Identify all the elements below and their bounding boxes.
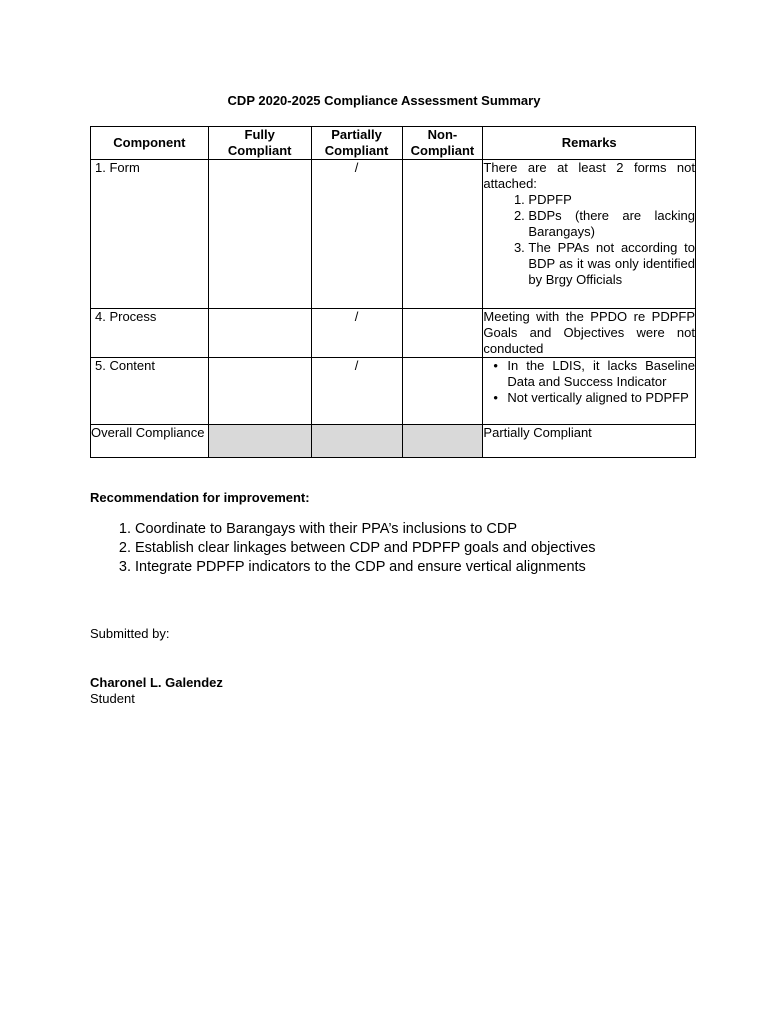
shaded-cell (402, 425, 483, 458)
document-title: CDP 2020-2025 Compliance Assessment Summary (227, 93, 541, 108)
shaded-cell (208, 425, 311, 458)
compliance-assessment-table (90, 126, 696, 458)
list-item (495, 358, 695, 390)
header-fully-compliant (208, 127, 311, 160)
list-item: 1. PDPFP (528, 192, 695, 208)
header-non-line2: Compliant (410, 143, 475, 158)
component-label: 4. Process (95, 309, 157, 324)
list-item: 3. Integrate PDPFP indicators to the CDP and ensure vertical alignments (135, 558, 596, 577)
list-item: 2. Establish clear linkages between CDP and PDPFP goals and objectives (135, 539, 596, 558)
partially-compliant-cell: / (311, 358, 402, 425)
remarks-bullet-list (483, 358, 695, 406)
remarks-intro: There are at least 2 forms not attached: (483, 160, 695, 191)
table-row (91, 309, 696, 358)
header-component: Component (91, 127, 209, 160)
overall-label-cell: Overall Compliance (91, 425, 209, 458)
table-row-overall (91, 425, 696, 458)
signer-role: Student (90, 691, 135, 706)
header-fully-line1: Fully (244, 127, 275, 142)
list-item (495, 390, 695, 406)
partially-compliant-cell: / (311, 309, 402, 358)
remarks-list (483, 192, 695, 288)
remarks-cell: Meeting with the PPDO re PDPFP Goals and Objectives were not conducted (483, 309, 695, 356)
header-non-compliant (402, 127, 483, 160)
remarks-cell (483, 160, 696, 309)
list-item: 1. Coordinate to Barangays with their PPA’s inclusions to CDP (135, 520, 596, 539)
table-row (91, 358, 696, 425)
signer-name: Charonel L. Galendez (90, 675, 223, 690)
non-compliant-cell (402, 309, 483, 358)
bullet-icon: • (493, 390, 498, 405)
fully-compliant-cell (208, 160, 311, 309)
recommendation-heading: Recommendation for improvement: (90, 490, 310, 505)
non-compliant-cell (402, 358, 483, 425)
table-header-row (91, 127, 696, 160)
header-non-line1: Non- (427, 127, 458, 142)
header-fully-line2: Compliant (227, 143, 292, 158)
list-item: 3. The PPAs not according to BDP as it was only identified by Brgy Officials (528, 240, 695, 288)
header-remarks: Remarks (483, 127, 696, 160)
table-row (91, 160, 696, 309)
header-partially-line2: Compliant (324, 143, 389, 158)
component-label: 5. Content (95, 358, 155, 373)
partially-compliant-cell: / (311, 160, 402, 309)
bullet-text: Not vertically aligned to PDPFP (507, 390, 689, 405)
component-cell (91, 309, 209, 358)
header-partially-line1: Partially (331, 127, 382, 142)
fully-compliant-cell (208, 309, 311, 358)
bullet-icon: • (493, 358, 498, 373)
component-label: 1. Form (95, 160, 140, 175)
component-cell (91, 358, 209, 425)
header-partially-compliant (311, 127, 402, 160)
submitted-by-label: Submitted by: (90, 626, 170, 641)
shaded-cell (311, 425, 402, 458)
bullet-text: In the LDIS, it lacks Baseline Data and Success Indicator (507, 358, 695, 389)
remarks-cell (483, 358, 696, 425)
list-item: 2. BDPs (there are lacking Barangays) (528, 208, 695, 240)
fully-compliant-cell (208, 358, 311, 425)
non-compliant-cell (402, 160, 483, 309)
overall-remarks-cell: Partially Compliant (483, 425, 696, 458)
component-cell (91, 160, 209, 309)
recommendation-list (90, 520, 596, 577)
